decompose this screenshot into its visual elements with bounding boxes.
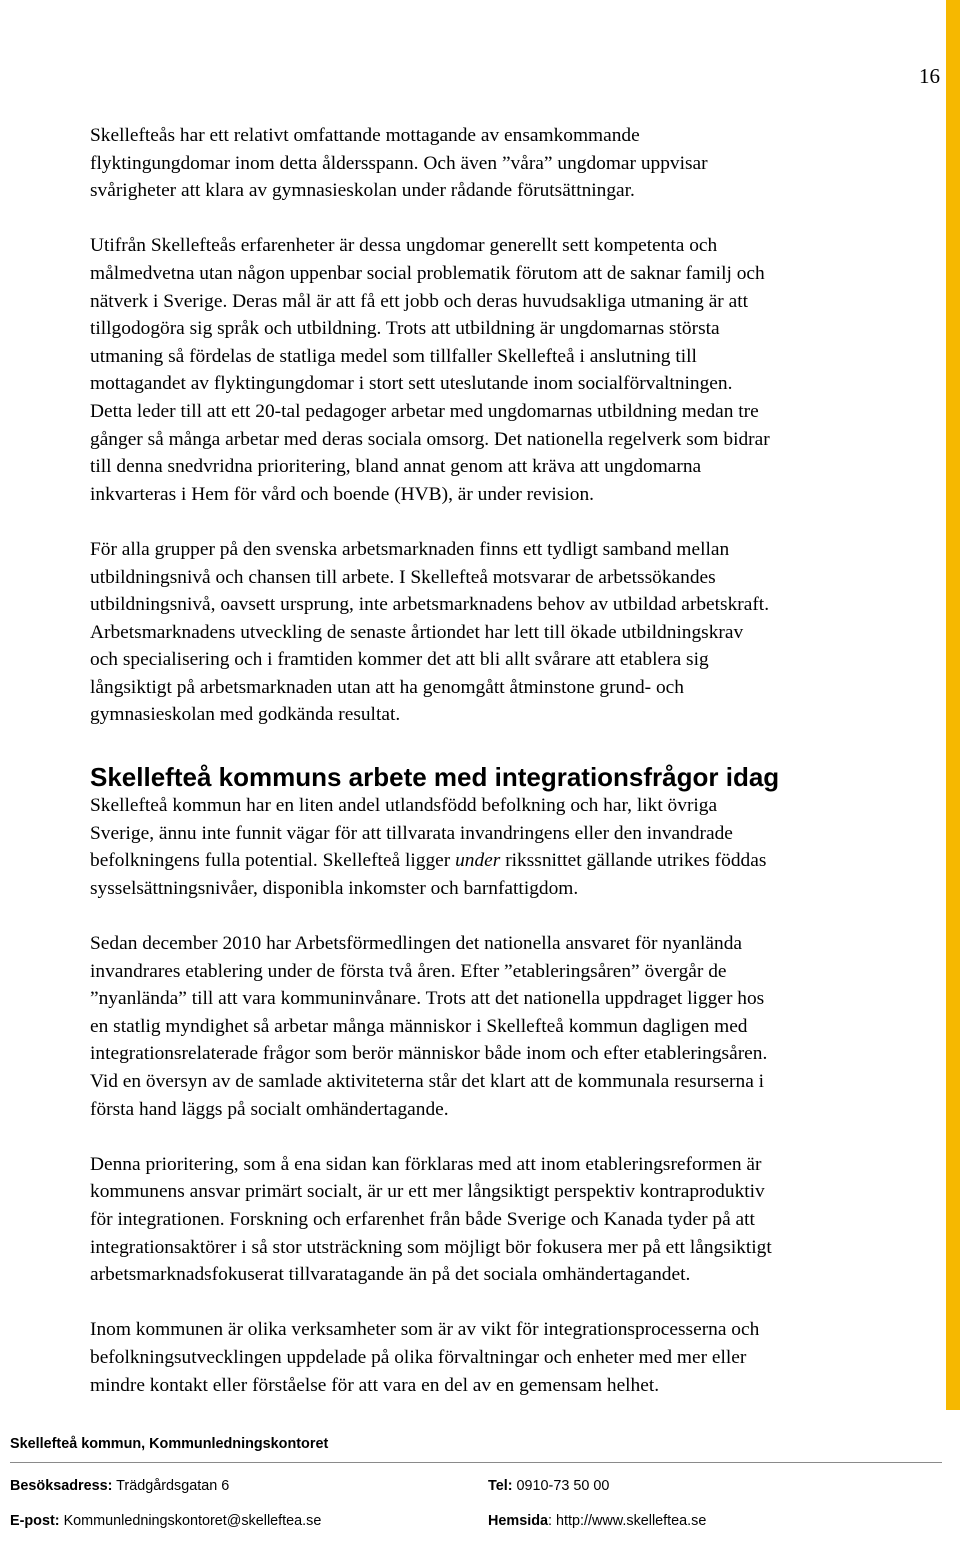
text-line: mindre kontakt eller förståelse för att vara en del av en gemensam helhet. xyxy=(90,1374,660,1396)
footer-email xyxy=(10,1513,321,1529)
text-line: gånger så många arbetar med deras sociala omsorg. Det nationella regelverk som bidrar xyxy=(90,428,770,450)
text-line: utbildningsnivå, oavsett ursprung, inte arbetsmarknadens behov av utbildad arbetskraft. xyxy=(90,594,770,616)
text-line: tillgodogöra sig språk och utbildning. Trots att utbildning är ungdomarnas största xyxy=(90,318,720,340)
text-line: ”nyanlända” till att vara kommuninvånare. Trots att det nationella uppdraget ligger hos xyxy=(90,988,765,1010)
text-line: Skellefteås har ett relativt omfattande mottagande av ensamkommande xyxy=(90,125,640,146)
text-line: för integrationen. Forskning och erfarenhet från både Sverige och Kanada tyder på att xyxy=(90,1208,755,1230)
footer-divider xyxy=(10,1462,942,1463)
paragraph-1 xyxy=(90,122,940,205)
text-line: långsiktigt på arbetsmarknaden utan att ha genomgått åtminstone grund- och xyxy=(90,676,684,698)
paragraph-4-line-2: Sverige, ännu inte funnit vägar för att tillvarata invandringens eller den invandrade xyxy=(90,822,733,844)
footer-phone xyxy=(488,1478,609,1494)
text-line: mottagandet av flyktingungdomar i stort sett uteslutande inom socialförvaltningen. xyxy=(90,373,733,395)
text-line: Denna prioritering, som å ena sidan kan förklaras med att inom etableringsreformen är xyxy=(90,1153,762,1175)
footer-website-link[interactable]: http://www.skelleftea.se xyxy=(556,1513,707,1529)
footer-website xyxy=(488,1513,706,1529)
text-line: kommunens ansvar primärt socialt, är ur ett mer långsiktigt perspektiv kontraproduktiv xyxy=(90,1181,765,1203)
footer-phone-value: 0910-73 50 00 xyxy=(516,1478,610,1494)
footer-phone-label: Tel: xyxy=(488,1478,513,1494)
text-line: och specialisering och i framtiden kommer det att bli allt svårare att etablera sig xyxy=(90,649,709,671)
footer-visit-address xyxy=(10,1478,229,1494)
paragraph-3 xyxy=(90,536,940,729)
section-heading: Skellefteå kommuns arbete med integrationsfrågor idag xyxy=(90,762,780,793)
footer-email-label: E-post: xyxy=(10,1513,60,1529)
paragraph-4-line-1: Skellefteå kommun har en liten andel utlandsfödd befolkning och har, likt övriga xyxy=(90,795,718,817)
text-line: till denna snedvridna prioritering, bland annat genom att kräva att ungdomarna xyxy=(90,456,702,478)
text-line: Utifrån Skellefteås erfarenheter är dessa ungdomar generellt sett kompetenta och xyxy=(90,235,718,257)
footer-visit-value: Trädgårdsgatan 6 xyxy=(116,1478,230,1494)
footer-website-separator: : xyxy=(548,1513,552,1529)
text-line: Arbetsmarknadens utveckling de senaste årtiondet har lett till ökade utbildningskrav xyxy=(90,621,744,643)
text-line: För alla grupper på den svenska arbetsmarknaden finns ett tydligt samband mellan xyxy=(90,538,730,560)
text-line: flyktingungdomar inom detta åldersspann. Och även ”våra” ungdomar uppvisar xyxy=(90,152,708,174)
text-line: Inom kommunen är olika verksamheter som är av vikt för integrationsprocesserna och xyxy=(90,1319,760,1341)
text-line: målmedvetna utan någon uppenbar social problematik förutom att de saknar familj och xyxy=(90,262,765,284)
text-line: Detta leder till att ett 20-tal pedagoger arbetar med ungdomarnas utbildning medan tre xyxy=(90,400,759,422)
paragraph-4-line-4: sysselsättningsnivåer, disponibla inkomster och barnfattigdom. xyxy=(90,877,579,899)
text-line: utbildningsnivå och chansen till arbete. I Skellefteå motsvarar de arbetssökandes xyxy=(90,566,716,588)
page-number: 16 xyxy=(919,64,940,88)
paragraph-4-line-3-start: befolkningens fulla potential. Skellefteå ligger xyxy=(90,850,456,872)
paragraph-2 xyxy=(90,232,940,508)
footer-visit-label: Besöksadress: xyxy=(10,1478,113,1494)
text-line: nätverk i Sverige. Deras mål är att få ett jobb och deras huvudsakliga utmaning är att xyxy=(90,290,748,312)
paragraph-6 xyxy=(90,1151,940,1289)
text-line: Sedan december 2010 har Arbetsförmedlingen det nationella ansvaret för nyanlända xyxy=(90,933,743,955)
emphasis-under: under xyxy=(455,850,501,872)
text-line: Vid en översyn av de samlade aktiviteterna står det klart att de kommunala resurserna i xyxy=(90,1071,765,1092)
document-body xyxy=(90,122,940,1399)
footer-email-link[interactable]: Kommunledningskontoret@skelleftea.se xyxy=(63,1513,322,1529)
text-line: integrationsrelaterade frågor som berör människor både inom och efter etableringsåren. xyxy=(90,1043,768,1065)
text-line: utmaning så fördelas de statliga medel som tillfaller Skellefteå i anslutning till xyxy=(90,345,697,367)
text-line: svårigheter att klara av gymnasieskolan under rådande förutsättningar. xyxy=(90,180,635,202)
text-line: invandrares etablering under de första två åren. Efter ”etableringsåren” övergår de xyxy=(90,960,727,982)
text-line: första hand läggs på socialt omhändertagande. xyxy=(90,1098,449,1120)
text-line: befolkningsutvecklingen uppdelade på olika förvaltningar och enheter med mer eller xyxy=(90,1346,747,1368)
footer-organization: Skellefteå kommun, Kommunledningskontoret xyxy=(10,1436,329,1452)
footer-website-label: Hemsida xyxy=(488,1513,548,1529)
paragraph-4 xyxy=(90,792,940,902)
text-line: integrationsaktörer i så stor utsträckning som möjligt bör fokusera mer på ett långsiktigt xyxy=(90,1236,772,1258)
text-line: gymnasieskolan med godkända resultat. xyxy=(90,704,401,726)
paragraph-4-line-3-end: rikssnittet gällande utrikes föddas xyxy=(500,850,767,872)
text-line: arbetsmarknadsfokuserat tillvaratagande än på det sociala omhändertagandet. xyxy=(90,1264,691,1286)
text-line: inkvarteras i Hem för vård och boende (HVB), är under revision. xyxy=(90,483,594,505)
text-line: en statlig myndighet så arbetar många människor i Skellefteå kommun dagligen med xyxy=(90,1015,748,1037)
accent-sidebar-bar xyxy=(946,0,960,1410)
paragraph-7 xyxy=(90,1316,940,1399)
paragraph-5 xyxy=(90,930,940,1123)
